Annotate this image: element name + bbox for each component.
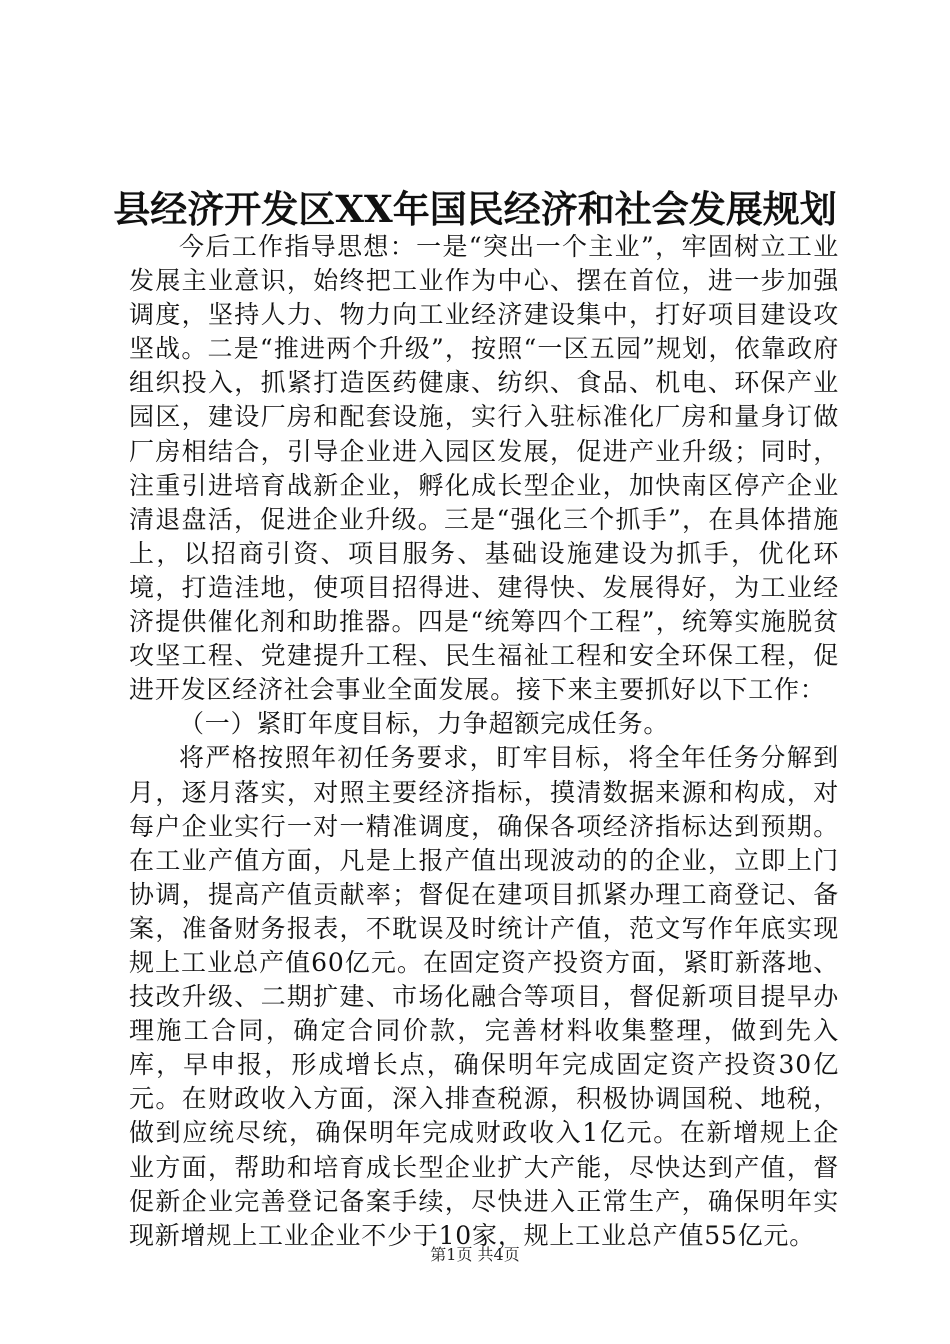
- document-body: [129, 230, 839, 1253]
- paragraph-guiding-thought: 今后工作指导思想：一是“突出一个主业”，牢固树立工业发展主业意识，始终把工业作为中心、摆在首位，进一步加强调度，坚持人力、物力向工业经济建设集中，打好项目建设攻坚战。二是“推进两个升级”，按照“一区五园”规划，依靠政府组织投入，抓紧打造医药健康、纺织、食品、机电、环保产业园区，建设厂房和配套设施，实行入驻标准化厂房和量身订做厂房相结合，引导企业进入园区发展，促进产业升级；同时，注重引进培育战新企业，孵化成长型企业，加快南区停产企业清退盘活，促进企业升级。三是“强化三个抓手”，在具体措施上，以招商引资、项目服务、基础设施建设为抓手，优化环境，打造洼地，使项目招得进、建得快、发展得好，为工业经济提供催化剂和助推器。四是“统筹四个工程”，统筹实施脱贫攻坚工程、党建提升工程、民生福祉工程和安全环保工程，促进开发区经济社会事业全面发展。接下来主要抓好以下工作：: [129, 232, 839, 705]
- section-heading-1: （一）紧盯年度目标，力争超额完成任务。: [179, 709, 670, 739]
- document-title: 县经济开发区XX年国民经济和社会发展规划: [113, 187, 837, 231]
- paragraph-annual-targets: 将严格按照年初任务要求，盯牢目标，将全年任务分解到月，逐月落实，对照主要经济指标，摸清数据来源和构成，对每户企业实行一对一精准调度，确保各项经济指标达到预期。在工业产值方面，凡是上报产值出现波动的的企业，立即上门协调，提高产值贡献率；督促在建项目抓紧办理工商登记、备案，准备财务报表，不耽误及时统计产值，范文写作年底实现规上工业总产值60亿元。在固定资产投资方面，紧盯新落地、技改升级、二期扩建、市场化融合等项目，督促新项目提早办理施工合同，确定合同价款，完善材料收集整理，做到先入库，早申报，形成增长点，确保明年完成固定资产投资30亿元。在财政收入方面，深入排查税源，积极协调国税、地税，做到应统尽统，确保明年完成财政收入1亿元。在新增规上企业方面，帮助和培育成长型企业扩大产能，尽快达到产值，督促新企业完善登记备案手续，尽快进入正常生产，确保明年实现新增规上工业企业不少于10家，规上工业总产值55亿元。: [129, 743, 839, 1250]
- page-footer: 第1页 共4页: [430, 1245, 520, 1264]
